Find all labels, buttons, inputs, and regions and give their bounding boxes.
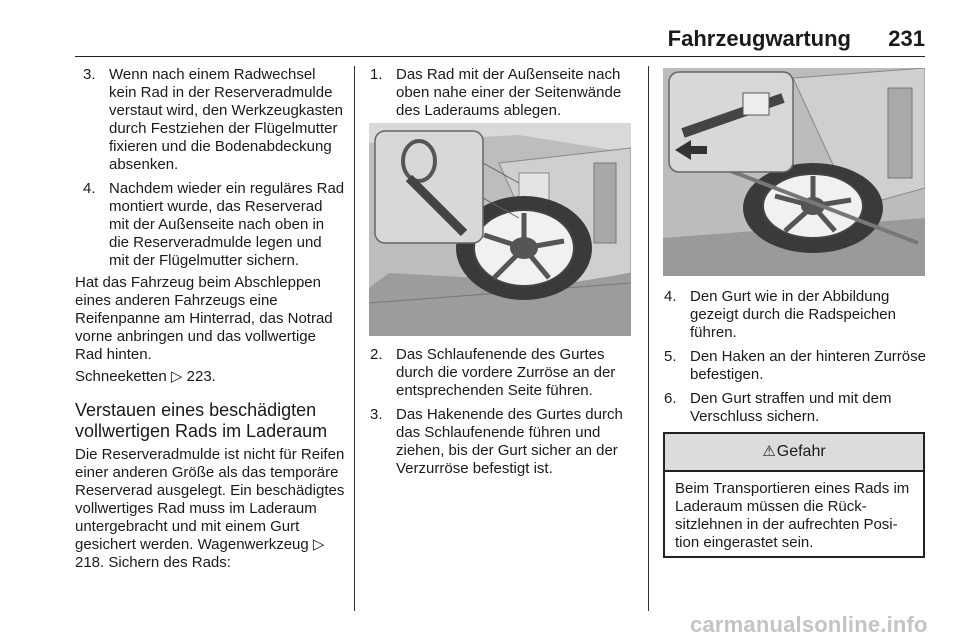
snow-chains-reference: Schneeketten ▷ 223. [75, 368, 216, 385]
figure-strap-through-wheel [663, 68, 925, 276]
warning-triangle-icon: ⚠ [762, 443, 776, 460]
page-title: Fahrzeugwartung [667, 26, 851, 51]
page-header [660, 26, 925, 54]
list-item: 6. Den Gurt straffen und mit dem Verschluss sichern. [664, 390, 892, 425]
page-ref-arrow-icon: ▷ [170, 368, 183, 385]
list-item: 3. Wenn nach einem Radwechsel kein Rad in der Reserveradmulde verstaut wird, den Werkzeugkasten durch Festziehen der Flügelmutter fixieren und die Bodenabdeckung absenken. [83, 66, 344, 173]
list-item: 2. Das Schlaufenende des Gurtes durch die vordere Zurröse an der entsprechenden Seite führen. [370, 346, 616, 399]
watermark: carmanualsonline.info [690, 612, 928, 637]
column-3 [664, 288, 926, 426]
figure-wheel-in-cargo [369, 123, 631, 336]
list-item: 1. Das Rad mit der Außenseite nach oben nahe einer der Seitenwände des Laderaums ablegen. [370, 66, 622, 119]
list-item: 5. Den Haken an der hinteren Zurröse befestigen. [664, 348, 926, 383]
storage-paragraph: Die Reserveradmulde ist nicht für Reifen einer anderen Größe als das temporäre Reserverad ausgelegt. Ein beschädigtes vollwertiges Rad muss im Laderaum untergebracht und mit einem Gurt gesichert werden. Wagenwerkzeug ▷ 218. Sichern des Rads: [75, 446, 345, 571]
page-ref-arrow-icon: ▷ [312, 536, 325, 553]
column-2-continued [370, 346, 632, 478]
warning-header: ⚠Gefahr [665, 434, 923, 472]
warning-text: Beim Transportieren eines Rads im Laderaum müssen die Rücksitzlehnen in der aufrechten Position eingerastet sein. [675, 480, 910, 551]
column-2 [370, 66, 632, 120]
list-item: 3. Das Hakenende des Gurtes durch das Schlaufenende führen und ziehen, bis der Gurt sicher an der Verzurröse befestigt ist. [370, 406, 623, 477]
steps-list-col1 [75, 66, 345, 270]
page-number: 231 [888, 26, 925, 51]
column-divider-2 [648, 66, 649, 611]
section-heading: Verstauen eines beschädigten vollwertigen Rads im Laderaum [75, 400, 328, 441]
list-item: 4. Den Gurt wie in der Abbildung gezeigt durch die Radspeichen führen. [664, 288, 896, 341]
column-1 [75, 66, 345, 572]
list-item: 4. Nachdem wieder ein reguläres Rad montiert wurde, das Reserverad mit der Außenseite nach oben in die Reserveradmulde legen und mit der Flügelmutter sichern. [83, 180, 345, 269]
header-rule [75, 56, 925, 57]
column-divider-1 [354, 66, 355, 611]
tow-paragraph: Hat das Fahrzeug beim Abschleppen eines anderen Fahrzeugs eine Reifenpanne am Hinterrad, das Notrad vorne anbringen und das vollwertige Rad hinten. [75, 274, 333, 363]
danger-warning-box [663, 432, 925, 558]
